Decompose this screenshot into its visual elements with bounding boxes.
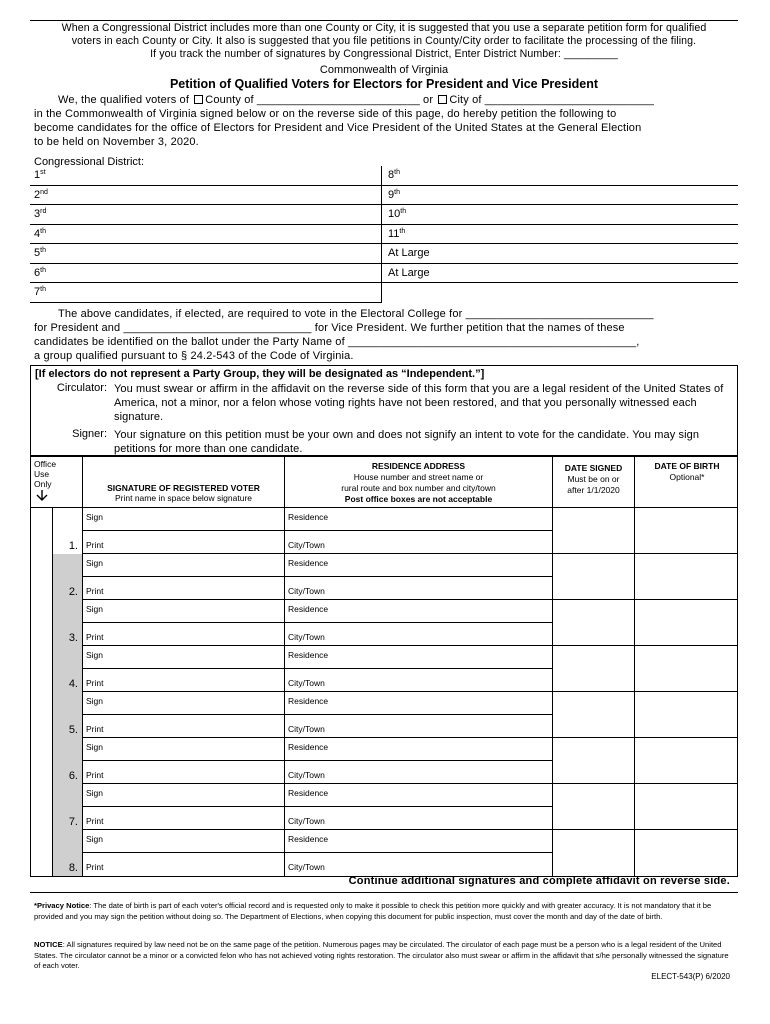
county-checkbox[interactable] — [194, 95, 203, 104]
date-of-birth-field[interactable] — [635, 738, 739, 784]
voter-cell — [83, 692, 285, 738]
district-cell[interactable]: At Large — [382, 244, 738, 264]
signature-table-header — [31, 457, 737, 508]
voter-cell — [83, 830, 285, 876]
district-cell[interactable]: 9th — [382, 186, 738, 206]
print-field[interactable]: Print — [86, 540, 104, 550]
sign-field[interactable]: Sign — [83, 692, 284, 715]
commonwealth-heading: Commonwealth of Virginia — [319, 64, 449, 76]
city-town-field[interactable]: City/Town — [288, 540, 325, 550]
district-cell[interactable]: 8th — [382, 166, 738, 186]
voter-cell — [83, 738, 285, 784]
table-row — [31, 554, 737, 600]
table-row — [31, 508, 737, 554]
congressional-district-table — [30, 166, 738, 303]
sign-field[interactable]: Sign — [83, 508, 284, 531]
city-town-field[interactable]: City/Town — [288, 724, 325, 734]
voter-cell — [83, 554, 285, 600]
district-cell[interactable]: At Large — [382, 264, 738, 284]
table-row — [31, 646, 737, 692]
city-checkbox[interactable] — [438, 95, 447, 104]
residence-field[interactable]: Residence — [285, 646, 552, 669]
date-signed-field[interactable] — [553, 738, 635, 784]
office-use-cell — [31, 738, 53, 784]
city-town-field[interactable]: City/Town — [288, 678, 325, 688]
row-number: 2. — [53, 554, 83, 600]
office-use-cell — [31, 646, 53, 692]
form-number: ELECT-543(P) 6/2020 — [651, 972, 730, 981]
date-signed-field[interactable] — [553, 600, 635, 646]
district-cell[interactable]: 1st — [30, 166, 382, 186]
privacy-notice: *Privacy Notice: The date of birth is part of each voter's official record and is requested only to make it possible to check this petition more quickly and with greater accuracy. It is not mandatory that it be provided and you may sign the petition without doing so. The Department of Elections, when copying this document for public inspection, must cover the month and day of the date of birth. — [34, 901, 712, 921]
print-field[interactable]: Print — [86, 770, 104, 780]
district-cell[interactable]: 4th — [30, 225, 382, 245]
district-cell[interactable]: 10th — [382, 205, 738, 225]
candidates-paragraph: The above candidates, if elected, are required to vote in the Electoral College for ______________________________ for President and ______________________________ for Vice President. We further petition that the names of these candidates be identified on the ballot under the Party Name of ______________________________________________, a group qualified pursuant to § 24.2-543 of the Code of Virginia. — [34, 307, 734, 363]
row-number: 7. — [53, 784, 83, 830]
district-cell[interactable]: 5th — [30, 244, 382, 264]
district-row — [30, 186, 738, 206]
independent-note: [If electors do not represent a Party Group, they will be designated as “Independent.”] — [35, 368, 485, 380]
sign-field[interactable]: Sign — [83, 646, 284, 669]
district-number-line[interactable]: If you track the number of signatures by Congressional District, Enter District Number: _________ — [150, 48, 618, 60]
district-row — [30, 283, 738, 303]
voter-cell — [83, 508, 285, 554]
office-use-header: Office Use Only — [31, 457, 83, 508]
office-use-cell — [31, 784, 53, 830]
signer-label: Signer: — [72, 428, 107, 440]
row-number: 6. — [53, 738, 83, 784]
residence-cell — [285, 830, 553, 876]
signature-table — [30, 456, 738, 877]
residence-header: RESIDENCE ADDRESS House number and street name or rural route and box number and city/town Post office boxes are not acceptable — [285, 457, 553, 508]
signer-text: Your signature on this petition must be your own and does not signify an intent to vote for the candidate. You may sign petitions for more than one candidate. — [114, 429, 700, 455]
signature-notice: NOTICE: All signatures required by law need not be on the same page of the petition. Numerous pages may be circulated. The circulator of each page must be a person who is a legal resident of the United States. The circulator cannot be a minor or a convicted felon who has not achieved voting rights restoration. The circulator also must swear or affirm in the affidavit that s/he personally witnessed the signature of each voter. — [34, 940, 729, 970]
date-signed-field[interactable] — [553, 830, 635, 876]
district-row — [30, 205, 738, 225]
city-town-field[interactable]: City/Town — [288, 632, 325, 642]
office-use-cell — [31, 830, 53, 876]
table-row — [31, 830, 737, 876]
date-of-birth-field[interactable] — [635, 554, 739, 600]
city-town-field[interactable]: City/Town — [288, 816, 325, 826]
office-use-cell — [31, 554, 53, 600]
congressional-district-label: Congressional District: — [34, 156, 145, 168]
sign-field[interactable]: Sign — [83, 830, 284, 853]
circulator-text: You must swear or affirm in the affidavit on the reverse side of this form that you are a legal resident of the United States of America, not a minor, nor a felon whose voting rights have not been restored, and that you personally witnessed each signature. — [114, 383, 724, 423]
residence-cell — [285, 738, 553, 784]
district-cell[interactable]: 3rd — [30, 205, 382, 225]
print-field[interactable]: Print — [86, 678, 104, 688]
residence-field[interactable]: Residence — [285, 692, 552, 715]
city-field[interactable]: City of ___________________________ — [449, 94, 655, 106]
top-rule — [30, 20, 738, 21]
print-field[interactable]: Print — [86, 586, 104, 596]
office-use-cell — [31, 508, 53, 554]
residence-field[interactable]: Residence — [285, 738, 552, 761]
continue-note: Continue additional signatures and complete affidavit on reverse side. — [348, 875, 730, 887]
residence-cell — [285, 784, 553, 830]
footer-rule — [30, 892, 738, 893]
district-cell[interactable]: 11th — [382, 225, 738, 245]
petition-intro: We, the qualified voters of County of __________________________ or City of ___________________________ in the Commonwealth of Virginia signed below or on the reverse side of this page, do hereby petition the following to become candidates for the office of Electors for President and Vice President of the United States at the General Election to be held on November 3, 2020. — [34, 94, 655, 148]
date-signed-field[interactable] — [553, 692, 635, 738]
date-signed-header: DATE SIGNED Must be on or after 1/1/2020 — [553, 457, 635, 508]
print-field[interactable]: Print — [86, 862, 104, 872]
row-number: 5. — [53, 692, 83, 738]
sign-field[interactable]: Sign — [83, 784, 284, 807]
residence-cell — [285, 508, 553, 554]
voter-cell — [83, 646, 285, 692]
date-of-birth-field[interactable] — [635, 646, 739, 692]
office-use-cell — [31, 692, 53, 738]
district-row — [30, 225, 738, 245]
table-row — [31, 738, 737, 784]
district-cell[interactable]: 7th — [30, 283, 382, 303]
signature-rows — [31, 508, 737, 876]
voter-header: SIGNATURE OF REGISTERED VOTER Print name in space below signature — [83, 457, 285, 508]
district-row — [30, 166, 738, 186]
president-field[interactable]: The above candidates, if elected, are required to vote in the Electoral College for ______________________________ — [58, 308, 654, 320]
print-field[interactable]: Print — [86, 816, 104, 826]
city-town-field[interactable]: City/Town — [288, 862, 325, 872]
date-signed-field[interactable] — [553, 784, 635, 830]
date-of-birth-field[interactable] — [635, 830, 739, 876]
district-cell[interactable]: 2nd — [30, 186, 382, 206]
row-number: 3. — [53, 600, 83, 646]
residence-field[interactable]: Residence — [285, 554, 552, 577]
row-number: 4. — [53, 646, 83, 692]
print-field[interactable]: Print — [86, 632, 104, 642]
voter-cell — [83, 600, 285, 646]
row-number: 1. — [53, 508, 83, 554]
district-cell[interactable]: 6th — [30, 264, 382, 284]
office-use-cell — [31, 600, 53, 646]
residence-field[interactable]: Residence — [285, 508, 552, 531]
date-signed-field[interactable] — [553, 508, 635, 554]
residence-cell — [285, 646, 553, 692]
warning-box — [30, 365, 738, 456]
arrow-down-icon — [35, 489, 49, 501]
print-field[interactable]: Print — [86, 724, 104, 734]
sign-field[interactable]: Sign — [83, 600, 284, 623]
city-town-field[interactable]: City/Town — [288, 770, 325, 780]
residence-field[interactable]: Residence — [285, 784, 552, 807]
date-signed-field[interactable] — [553, 646, 635, 692]
table-row — [31, 600, 737, 646]
residence-field[interactable]: Residence — [285, 830, 552, 853]
voter-cell — [83, 784, 285, 830]
date-of-birth-field[interactable] — [635, 600, 739, 646]
sign-field[interactable]: Sign — [83, 738, 284, 761]
table-row — [31, 692, 737, 738]
party-name-field[interactable]: candidates be identified on the ballot under the Party Name of ______________________________________________, — [34, 336, 640, 348]
filing-instructions: When a Congressional District includes more than one County or City, it is suggested that you use a separate petition form for qualified voters in each County or City. It also is suggested that you file petitions in County/City order to facilitate the processing of the filing. If you track the number of signatures by Congressional District, Enter District Number: _________ — [30, 22, 738, 61]
date-of-birth-field[interactable] — [635, 508, 739, 554]
residence-cell — [285, 692, 553, 738]
date-of-birth-header: DATE OF BIRTH Optional* — [654, 461, 720, 482]
date-of-birth-field[interactable] — [635, 784, 739, 830]
vice-president-field[interactable]: for President and ______________________________ for Vice President. We further petition that the names of these — [34, 322, 625, 334]
date-signed-field[interactable] — [553, 554, 635, 600]
date-of-birth-field[interactable] — [635, 692, 739, 738]
residence-field[interactable]: Residence — [285, 600, 552, 623]
circulator-label: Circulator: — [56, 382, 107, 394]
district-row — [30, 244, 738, 264]
county-field[interactable]: County of __________________________ or — [205, 94, 434, 106]
city-town-field[interactable]: City/Town — [288, 586, 325, 596]
table-row — [31, 784, 737, 830]
district-row — [30, 264, 738, 284]
row-number: 8. — [53, 830, 83, 876]
residence-cell — [285, 554, 553, 600]
sign-field[interactable]: Sign — [83, 554, 284, 577]
residence-cell — [285, 600, 553, 646]
page-title: Petition of Qualified Voters for Electors for President and Vice President — [169, 77, 599, 91]
